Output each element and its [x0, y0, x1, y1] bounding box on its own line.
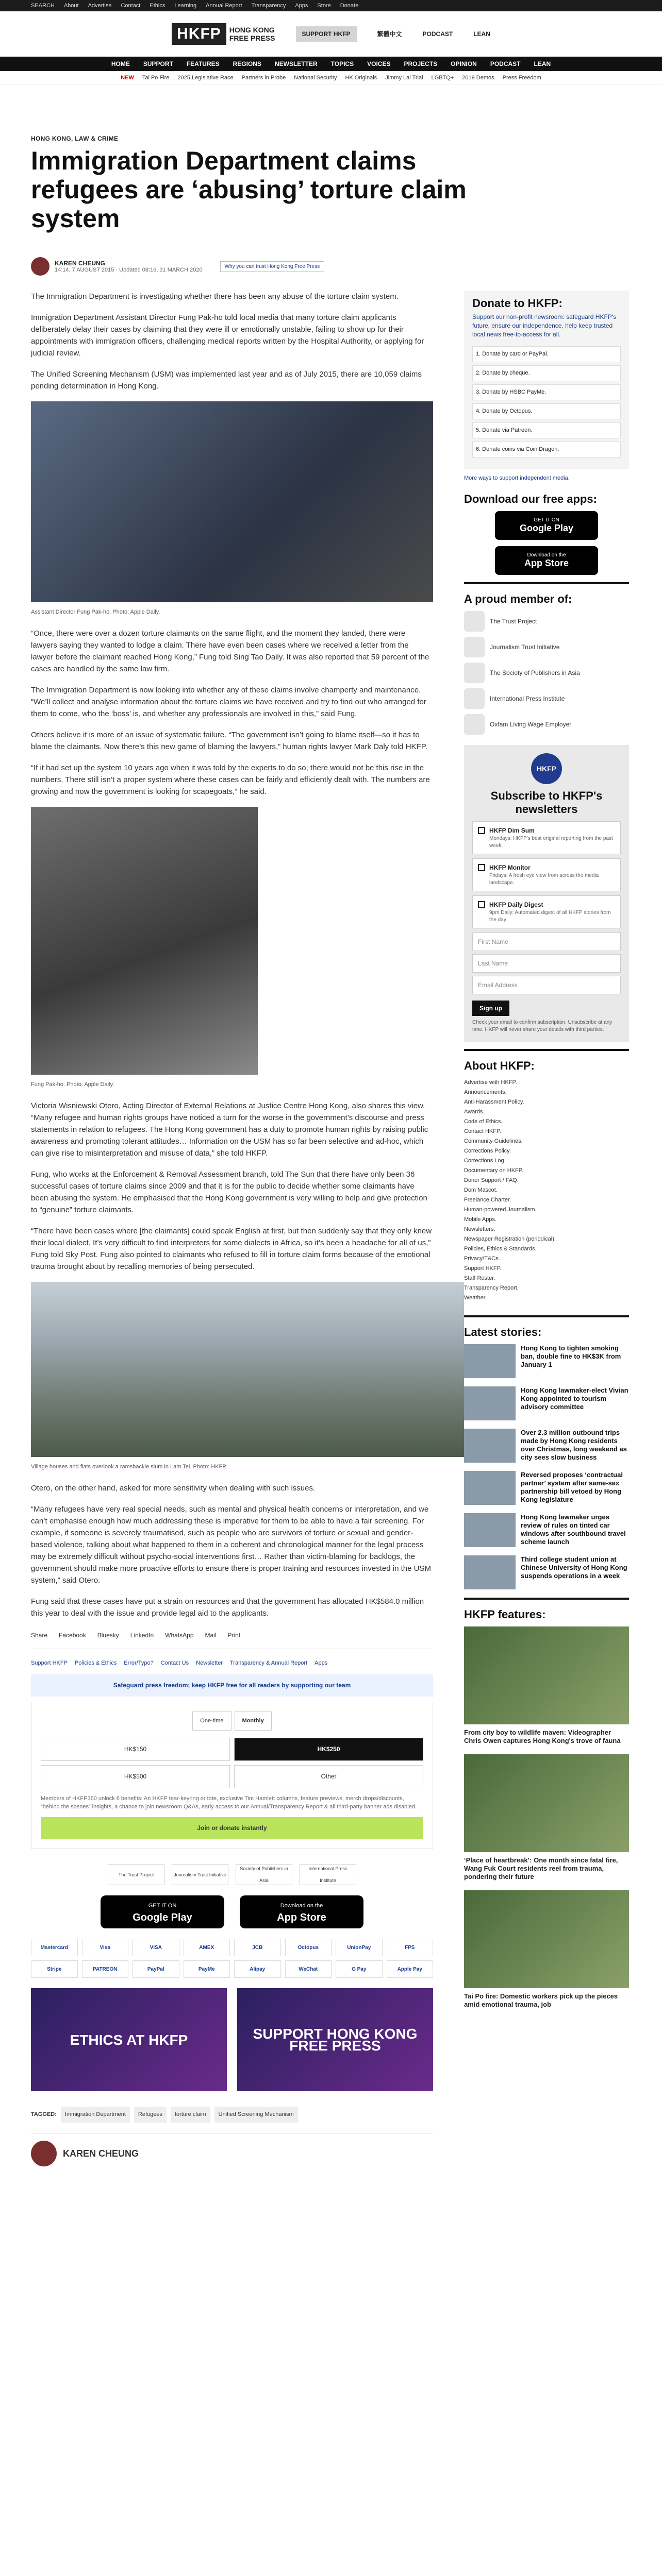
- support-hkfp-button[interactable]: SUPPORT HKFP: [296, 26, 357, 42]
- latest-title: Latest stories:: [464, 1326, 542, 1338]
- payment-methods: [31, 1939, 433, 1978]
- tab-one-time[interactable]: One-time: [192, 1711, 231, 1731]
- member-logo: [464, 714, 485, 735]
- member-item[interactable]: [464, 637, 629, 657]
- story-thumbnail[interactable]: [464, 1471, 516, 1505]
- latest-story[interactable]: [464, 1386, 629, 1420]
- tab-monthly[interactable]: Monthly: [235, 1711, 272, 1731]
- paragraph: “Many refugees have very real special needs, such as mental and physical health concerns or interpretation, and we can’t emphasise enough how much addressing these is imperative for them to be able to have a fair screening. For example, if someone is severely traumatised, such as people who are survivors of torture or sexual and gender-based violence, talking about what happened to them in a coherent and chronological manner for the legal process may be extremely difficult without psycho-social interventions first… Rather than victim-blaming for backlogs, the government should make more proactive efforts to ensure there is proper training and resources invested in the USM system,” said Otero.: [31, 1505, 431, 1585]
- google-play-top: GET IT ON: [148, 1903, 177, 1909]
- author-avatar: [31, 257, 49, 276]
- payment-icon: Visa: [82, 1939, 129, 1956]
- about-link[interactable]: Corrections Policy.: [464, 1148, 511, 1154]
- about-link[interactable]: Donor Support / FAQ.: [464, 1177, 519, 1183]
- member-title: A proud member of:: [464, 592, 572, 605]
- story-title[interactable]: Hong Kong to tighten smoking ban, double fine to HK$3K from January 1: [521, 1344, 621, 1368]
- member-item[interactable]: [464, 663, 629, 683]
- footer-link[interactable]: Newsletter: [196, 1660, 223, 1666]
- sidebar-google-play[interactable]: [495, 511, 598, 540]
- divider: [464, 1049, 629, 1051]
- footer-link[interactable]: Apps: [315, 1660, 328, 1666]
- article-body: [31, 291, 433, 2166]
- trending-item[interactable]: 2019 Demos: [462, 74, 494, 81]
- nav-topics[interactable]: TOPICS: [330, 60, 354, 67]
- publish-date: 14:14, 7 AUGUST 2015 · Updated 08:16, 31 MARCH 2020: [55, 267, 203, 273]
- paragraph: Victoria Wisniewski Otero, Acting Director of External Relations at Justice Centre Hong Kong, also shares this view. “Many refugee and human rights groups have noticed a turn for the worse in the government’s discourse and press statements in relation to refugees. The Hong Kong government has a duty to promote human rights by raising public awareness and promoting tolerant attitudes… Information on the USM has so far been selective and ad-hoc, which can give rise to misinterpretation and misuse of data,” she told HKFP.: [31, 1101, 428, 1158]
- author-box-name[interactable]: KAREN CHEUNG: [63, 2148, 139, 2159]
- sidebar-app-store[interactable]: [495, 546, 598, 575]
- amount-option-selected[interactable]: HK$250: [234, 1738, 423, 1761]
- footer-link[interactable]: Support HKFP: [31, 1660, 68, 1666]
- feature-title[interactable]: Tai Po fire: Domestic workers pick up the pieces amid emotional trauma, job: [464, 1992, 618, 2008]
- paragraph: The Immigration Department is investigating whether there has been any abuse of the torture claim system.: [31, 292, 399, 301]
- byline: [31, 257, 324, 276]
- paragraph: Fung, who works at the Enforcement & Removal Assessment branch, told The Sun that there have only been 36 successful cases of torture claims since 2009 and that it is for the public to decide whether some claimants have been abusing the system. He emphasised that the Hong Kong government is very willing to help and give protection to “genuine” torture claimants.: [31, 1170, 427, 1214]
- about-link[interactable]: Mobile Apps.: [464, 1216, 496, 1223]
- story-title[interactable]: Third college student union at Chinese University of Hong Kong suspends operations in a week: [521, 1555, 627, 1580]
- payment-icon: Mastercard: [31, 1939, 78, 1956]
- member-item[interactable]: [464, 714, 629, 735]
- donate-option[interactable]: 4. Donate by Octopus.: [472, 403, 621, 419]
- feature-story[interactable]: [464, 1754, 629, 1881]
- story-thumbnail[interactable]: [464, 1344, 516, 1378]
- share-bluesky[interactable]: Bluesky: [97, 1632, 119, 1639]
- sidebar-gp-top: GET IT ON: [534, 517, 559, 523]
- email-field[interactable]: Email Address: [472, 976, 621, 994]
- story-title[interactable]: Hong Kong lawmaker-elect Vivian Kong appointed to tourism advisory committee: [521, 1386, 628, 1411]
- about-link[interactable]: Announcements.: [464, 1089, 507, 1095]
- sopa-logo[interactable]: Society of Publishers in Asia: [236, 1865, 292, 1885]
- app-store-top: Download on the: [280, 1903, 323, 1909]
- more-ways-link[interactable]: More ways to support independent media.: [464, 475, 570, 481]
- logo-mark: HKFP: [172, 23, 226, 45]
- press-freedom-banner[interactable]: Safeguard press freedom; keep HKFP free for all readers by supporting our team: [31, 1674, 433, 1697]
- sidebar: [464, 291, 629, 2018]
- trending-item[interactable]: Partners in Probe: [241, 74, 286, 81]
- photo-caption: Fung Pak-ho. Photo: Apple Daily.: [31, 1081, 114, 1088]
- payment-icon: WeChat: [285, 1960, 332, 1978]
- payment-icon: PayMe: [184, 1960, 230, 1978]
- share-label: Share: [31, 1632, 48, 1639]
- footer-link[interactable]: Transparency & Annual Report: [230, 1660, 308, 1666]
- sidebar-as-top: Download on the: [527, 552, 566, 558]
- donate-title: Donate to HKFP:: [472, 297, 562, 310]
- newsletter-name: HKFP Daily Digest: [489, 901, 543, 908]
- story-title[interactable]: Over 2.3 million outbound trips made by Hong Kong residents over Christmas, long weekend as city sees slow business: [521, 1429, 627, 1461]
- support-promo-banner[interactable]: SUPPORT HONG KONG FREE PRESS: [237, 1988, 433, 2091]
- author-box-avatar: [31, 2141, 57, 2166]
- member-logo: [464, 637, 485, 657]
- donate-panel: [464, 291, 629, 469]
- about-link[interactable]: Newsletters.: [464, 1226, 495, 1232]
- payment-icon: UnionPay: [336, 1939, 383, 1956]
- topbar-store[interactable]: Store: [317, 3, 331, 9]
- sidebar-gp-label: Google Play: [519, 523, 574, 533]
- trending-new-badge: NEW: [121, 74, 134, 81]
- about-link[interactable]: Transparency Report.: [464, 1285, 519, 1291]
- sidebar-as-label: App Store: [524, 558, 569, 568]
- tags: [31, 2107, 433, 2123]
- divider: [464, 1315, 629, 1317]
- divider: [464, 582, 629, 584]
- footer-links: [31, 1657, 433, 1669]
- story-thumbnail[interactable]: [464, 1386, 516, 1420]
- share-linkedin[interactable]: LinkedIn: [130, 1632, 154, 1639]
- paragraph: “There have been cases where [the claimants] could speak English at first, but then suddenly say that they only knew their local dialect. It’s very difficult to find interpreters for some dialects in Africa, so it’s been a headache for all of us,” Fung told Sky Post. Fung also pointed to claimants who refused to fill in torture claim forms because of the emotional trauma brought about by recalling memories of being persecuted.: [31, 1227, 432, 1271]
- trending-bar: [0, 71, 662, 84]
- feature-title[interactable]: From city boy to wildlife maven: Videographer Chris Owen captures Hong Kong's trove of fauna: [464, 1728, 621, 1744]
- apps-title: Download our free apps:: [464, 493, 597, 505]
- trending-item[interactable]: Jimmy Lai Trial: [385, 74, 423, 81]
- nav-voices[interactable]: VOICES: [367, 60, 391, 67]
- last-name-field[interactable]: Last Name: [472, 954, 621, 973]
- top-utility-bar: [0, 0, 662, 11]
- payment-icon: Apple Pay: [387, 1960, 434, 1978]
- membership-note: Members of HKFP360 unlock 6 benefits: An HKFP tear-keyring or tote, exclusive Tim Hamlett columns, feature previews, merch drops/discounts, “behind the scenes” insights, a chance to join newsroom Q&As, early access to our Annual/Transparency Report & all third-party banner ads disabled.: [41, 1795, 417, 1810]
- newsletter-logo: HKFP: [531, 753, 562, 784]
- join-donate-button[interactable]: Join or donate instantly: [41, 1817, 423, 1839]
- member-item[interactable]: [464, 611, 629, 632]
- payment-icon: FPS: [387, 1939, 434, 1956]
- donate-option[interactable]: 3. Donate by HSBC PayMe.: [472, 384, 621, 400]
- story-thumbnail[interactable]: [464, 1429, 516, 1463]
- payment-icon: JCB: [234, 1939, 281, 1956]
- google-play-label: Google Play: [133, 1912, 192, 1923]
- donate-text[interactable]: Support our non-profit newsroom: safeguard HKFP's future, ensure our independence, help keep trusted local news free-to-access for all.: [472, 313, 617, 338]
- paragraph: The Unified Screening Mechanism (USM) was implemented last year and as of July 2015, there are 10,059 claims pending determination in Hong Kong.: [31, 370, 422, 391]
- about-link[interactable]: Community Guidelines.: [464, 1138, 523, 1144]
- payment-icon: PATREON: [82, 1960, 129, 1978]
- feature-thumbnail[interactable]: [464, 1890, 629, 1988]
- newsletter-option[interactable]: [472, 858, 621, 891]
- story-title[interactable]: Reversed proposes ‘contractual partner’ system after same-sex partnership bill vetoed by Hong Kong legislature: [521, 1471, 623, 1503]
- payment-icon: PayPal: [133, 1960, 179, 1978]
- features-list: [464, 1626, 629, 2009]
- newsletter-title: Subscribe to HKFP's newsletters: [490, 789, 603, 816]
- story-title[interactable]: Hong Kong lawmaker urges review of rules on tinted car windows after southbound travel scheme launch: [521, 1513, 626, 1546]
- member-name: Oxfam Living Wage Employer: [490, 721, 572, 728]
- donate-option[interactable]: 1. Donate by card or PayPal.: [472, 346, 621, 362]
- share-facebook[interactable]: Facebook: [59, 1632, 86, 1639]
- about-link[interactable]: Corrections Log.: [464, 1158, 506, 1164]
- photo-caption: Assistant Director Fung Pak-ho. Photo: Apple Daily.: [31, 609, 160, 615]
- paragraph: The Immigration Department is now looking into whether any of these claims involve champerty and maintenance. “We’ll collect and analyse information about the torture claims we have received and try to find out who arranged for them to come, who the ‘boss’ is, and whether any professionals are involved in this,” said Fung.: [31, 686, 426, 718]
- feature-story[interactable]: [464, 1626, 629, 1745]
- jti-logo[interactable]: Journalism Trust Initiative: [172, 1865, 228, 1885]
- about-link[interactable]: Privacy/T&Cs.: [464, 1256, 500, 1262]
- payment-icon: Alipay: [234, 1960, 281, 1978]
- newsletter-desc: Fridays: A fresh eye view from across the media landscape.: [489, 873, 599, 886]
- share-print[interactable]: Print: [227, 1632, 241, 1639]
- topbar-ethics[interactable]: Ethics: [150, 3, 166, 9]
- about-link[interactable]: Policies, Ethics & Standards.: [464, 1246, 537, 1252]
- site-logo[interactable]: [172, 23, 275, 45]
- payment-icon: Octopus: [285, 1939, 332, 1956]
- share-whatsapp[interactable]: WhatsApp: [165, 1632, 194, 1639]
- masthead: [0, 11, 662, 57]
- app-store-label: App Store: [277, 1912, 326, 1923]
- paragraph: Otero, on the other hand, asked for more sensitivity when dealing with such issues.: [31, 1484, 316, 1493]
- topbar-apps[interactable]: Apps: [295, 3, 308, 9]
- photo-caption: Village houses and flats overlook a ramshackle slum in Lam Tei. Photo: HKFP.: [31, 1464, 227, 1470]
- ethics-promo-banner[interactable]: ETHICS AT HKFP: [31, 1988, 227, 2091]
- about-link[interactable]: Support HKFP.: [464, 1265, 502, 1272]
- amount-option[interactable]: HK$150: [41, 1738, 230, 1761]
- story-thumbnail[interactable]: [464, 1513, 516, 1547]
- latest-story[interactable]: [464, 1513, 629, 1547]
- article-photo-village: [31, 1282, 464, 1457]
- member-name: The Trust Project: [490, 618, 537, 625]
- lean-link[interactable]: LEAN: [473, 30, 490, 38]
- checkbox[interactable]: [478, 864, 485, 871]
- footer-link[interactable]: Contact Us: [160, 1660, 189, 1666]
- topbar-learning[interactable]: Learning: [174, 3, 197, 9]
- trending-item[interactable]: 2025 Legislative Race: [177, 74, 234, 81]
- topbar-search[interactable]: SEARCH: [31, 3, 55, 9]
- footer-link[interactable]: Error/Typo?: [124, 1660, 154, 1666]
- main-nav: [0, 57, 662, 71]
- paragraph: “Once, there were over a dozen torture claimants on the same flight, and the moment they landed, there were lawyers saying they wanted to lodge a claim. There have even been cases where we received a letter from the lawyer before the claimant reached Hong Kong,” Fung told Sing Tao Daily. It was also reported that 59 percent of the cases are handled by the same law firm.: [31, 629, 429, 673]
- latest-list: [464, 1344, 629, 1589]
- nav-opinion[interactable]: OPINION: [451, 60, 477, 67]
- share-mail[interactable]: Mail: [205, 1632, 217, 1639]
- member-logo: [464, 611, 485, 632]
- latest-story[interactable]: [464, 1555, 629, 1589]
- member-logo: [464, 688, 485, 709]
- first-name-field[interactable]: First Name: [472, 933, 621, 951]
- newsletter-desc: Mondays: HKFP's best original reporting from the past week.: [489, 836, 613, 849]
- why-trust-button[interactable]: Why you can trust Hong Kong Free Press: [220, 261, 325, 272]
- sign-up-button[interactable]: Sign up: [472, 1001, 509, 1016]
- share-bar: [31, 1630, 433, 1649]
- member-name: Journalism Trust Initiative: [490, 643, 560, 651]
- amount-option[interactable]: HK$500: [41, 1765, 230, 1788]
- feature-thumbnail[interactable]: [464, 1626, 629, 1724]
- podcast-link[interactable]: PODCAST: [422, 30, 453, 38]
- latest-story[interactable]: [464, 1471, 629, 1505]
- ipi-logo[interactable]: International Press Institute: [300, 1865, 356, 1885]
- about-link[interactable]: Documentary on HKFP.: [464, 1167, 523, 1174]
- divider: [464, 1598, 629, 1600]
- story-thumbnail[interactable]: [464, 1555, 516, 1589]
- member-badges: [31, 1865, 433, 1885]
- checkbox[interactable]: [478, 901, 485, 908]
- about-link[interactable]: Staff Roster.: [464, 1275, 495, 1281]
- nav-projects[interactable]: PROJECTS: [404, 60, 438, 67]
- nav-lean[interactable]: LEAN: [534, 60, 551, 67]
- topbar-donate[interactable]: Donate: [340, 3, 359, 9]
- logo-line-2: FREE PRESS: [229, 33, 275, 42]
- about-link[interactable]: Contact HKFP.: [464, 1128, 501, 1134]
- nav-features[interactable]: FEATURES: [186, 60, 220, 67]
- topbar-contact[interactable]: Contact: [121, 3, 141, 9]
- article-category[interactable]: HONG KONG, LAW & CRIME: [31, 135, 119, 142]
- tag[interactable]: torture claim: [171, 2107, 210, 2123]
- nav-regions[interactable]: REGIONS: [233, 60, 261, 67]
- topbar-annual-report[interactable]: Annual Report: [206, 3, 242, 9]
- about-link[interactable]: Dom Mascot.: [464, 1187, 498, 1193]
- payment-icon: G Pay: [336, 1960, 383, 1978]
- about-link[interactable]: Anti-Harassment Policy.: [464, 1099, 524, 1105]
- member-logo: [464, 663, 485, 683]
- member-name: The Society of Publishers in Asia: [490, 669, 580, 676]
- paragraph: “If it had set up the system 10 years ago when it was told by the experts to do so, there would not be this rise in the numbers. There still isn’t a proper system where these cases can be fairly and efficiently dealt with. The numbers are growing and now the government is looking for scapegoats,” he said.: [31, 764, 430, 796]
- about-title: About HKFP:: [464, 1059, 535, 1072]
- nav-home[interactable]: HOME: [111, 60, 130, 67]
- newsletter-desc: 9pm Daily: Automated digest of all HKFP stories from the day.: [489, 910, 611, 923]
- about-link[interactable]: Human-powered Journalism.: [464, 1207, 537, 1213]
- trending-item[interactable]: Press Freedom: [502, 74, 541, 81]
- donate-option[interactable]: 5. Donate via Patreon.: [472, 422, 621, 438]
- latest-story[interactable]: [464, 1429, 629, 1463]
- paragraph: Others believe it is more of an issue of systematic failure. “The government isn’t going to blame itself—so it has to blame the claimants. Now there’s this new game of blaming the lawyers,” human rights lawyer Mark Daly told HKFP.: [31, 731, 427, 751]
- newsletter-name: HKFP Monitor: [489, 864, 531, 871]
- newsletter-option[interactable]: [472, 895, 621, 928]
- topbar-transparency[interactable]: Transparency: [251, 3, 286, 9]
- google-play-button[interactable]: [101, 1895, 224, 1928]
- trending-item[interactable]: Tai Po Fire: [142, 74, 170, 81]
- about-link[interactable]: Awards.: [464, 1109, 485, 1115]
- article-photo-portrait: [31, 807, 258, 1075]
- checkbox[interactable]: [478, 827, 485, 834]
- about-link[interactable]: Code of Ethics.: [464, 1118, 503, 1125]
- author-box: [31, 2133, 433, 2166]
- payment-icon: VISA: [133, 1939, 179, 1956]
- feature-thumbnail[interactable]: [464, 1754, 629, 1852]
- donate-option[interactable]: 2. Donate by cheque.: [472, 365, 621, 381]
- trust-project-logo[interactable]: The Trust Project: [108, 1865, 164, 1885]
- donate-option[interactable]: 6. Donate coins via Coin Dragon.: [472, 442, 621, 457]
- newsletter-option[interactable]: [472, 821, 621, 854]
- donation-widget: [31, 1702, 433, 1849]
- footer-link[interactable]: Policies & Ethics: [74, 1660, 117, 1666]
- tag[interactable]: Unified Screening Mechanism: [214, 2107, 298, 2123]
- logo-line-1: HONG KONG: [229, 25, 275, 34]
- about-link[interactable]: Weather.: [464, 1295, 487, 1301]
- article-photo-fung: [31, 401, 433, 602]
- article-title: Immigration Department claims refugees are ‘abusing’ torture claim system: [31, 146, 467, 233]
- latest-story[interactable]: [464, 1344, 629, 1378]
- features-title: HKFP features:: [464, 1608, 546, 1621]
- about-link[interactable]: Freelance Charter.: [464, 1197, 511, 1203]
- nav-support[interactable]: SUPPORT: [143, 60, 173, 67]
- newsletter-name: HKFP Dim Sum: [489, 827, 535, 834]
- trending-item[interactable]: LGBTQ+: [431, 74, 454, 81]
- feature-story[interactable]: [464, 1890, 629, 2009]
- feature-title[interactable]: ‘Place of heartbreak’: One month since fatal fire, Wang Fuk Court residents reel from trauma, pondering their future: [464, 1856, 618, 1880]
- member-name: International Press Institute: [490, 695, 565, 702]
- payment-icon: Stripe: [31, 1960, 78, 1978]
- nav-podcast[interactable]: PODCAST: [490, 60, 521, 67]
- tag[interactable]: Refugees: [134, 2107, 167, 2123]
- paragraph: Fung said that these cases have put a strain on resources and that the government has allocated HK$584.0 million this year to deal with the issue and provide legal aid to the applicants.: [31, 1597, 424, 1618]
- newsletter-note: Check your email to confirm subscription. Unsubscribe at any time. HKFP will never share your details with third parties.: [472, 1020, 613, 1032]
- about-link[interactable]: Newspaper Registration (periodical).: [464, 1236, 556, 1242]
- member-item[interactable]: [464, 688, 629, 709]
- topbar-about[interactable]: About: [63, 3, 79, 9]
- payment-icon: AMEX: [184, 1939, 230, 1956]
- amount-option-other[interactable]: Other: [234, 1765, 423, 1788]
- topbar-advertise[interactable]: Advertise: [88, 3, 112, 9]
- author-name[interactable]: KAREN CHEUNG: [55, 260, 106, 267]
- tag[interactable]: Immigration Department: [61, 2107, 130, 2123]
- trending-item[interactable]: National Security: [294, 74, 337, 81]
- newsletter-box: [464, 745, 629, 1042]
- paragraph: Immigration Department Assistant Director Fung Pak-ho told local media that many torture claim applicants deliberately delay their cases by claiming that they were ill or emotionally unstable, failing to show up for their appointments with immigration officers, challenging medical reports written by the Hospital Authority, or applying for judicial review.: [31, 313, 424, 358]
- chinese-site-link[interactable]: 繁體中文: [377, 30, 402, 38]
- about-link[interactable]: Advertise with HKFP.: [464, 1079, 517, 1086]
- about-list: [464, 1078, 629, 1303]
- trending-item[interactable]: HK Originals: [345, 74, 377, 81]
- tags-label: TAGGED:: [31, 2111, 57, 2117]
- app-store-button[interactable]: [240, 1895, 363, 1928]
- nav-newsletter[interactable]: NEWSLETTER: [274, 60, 318, 67]
